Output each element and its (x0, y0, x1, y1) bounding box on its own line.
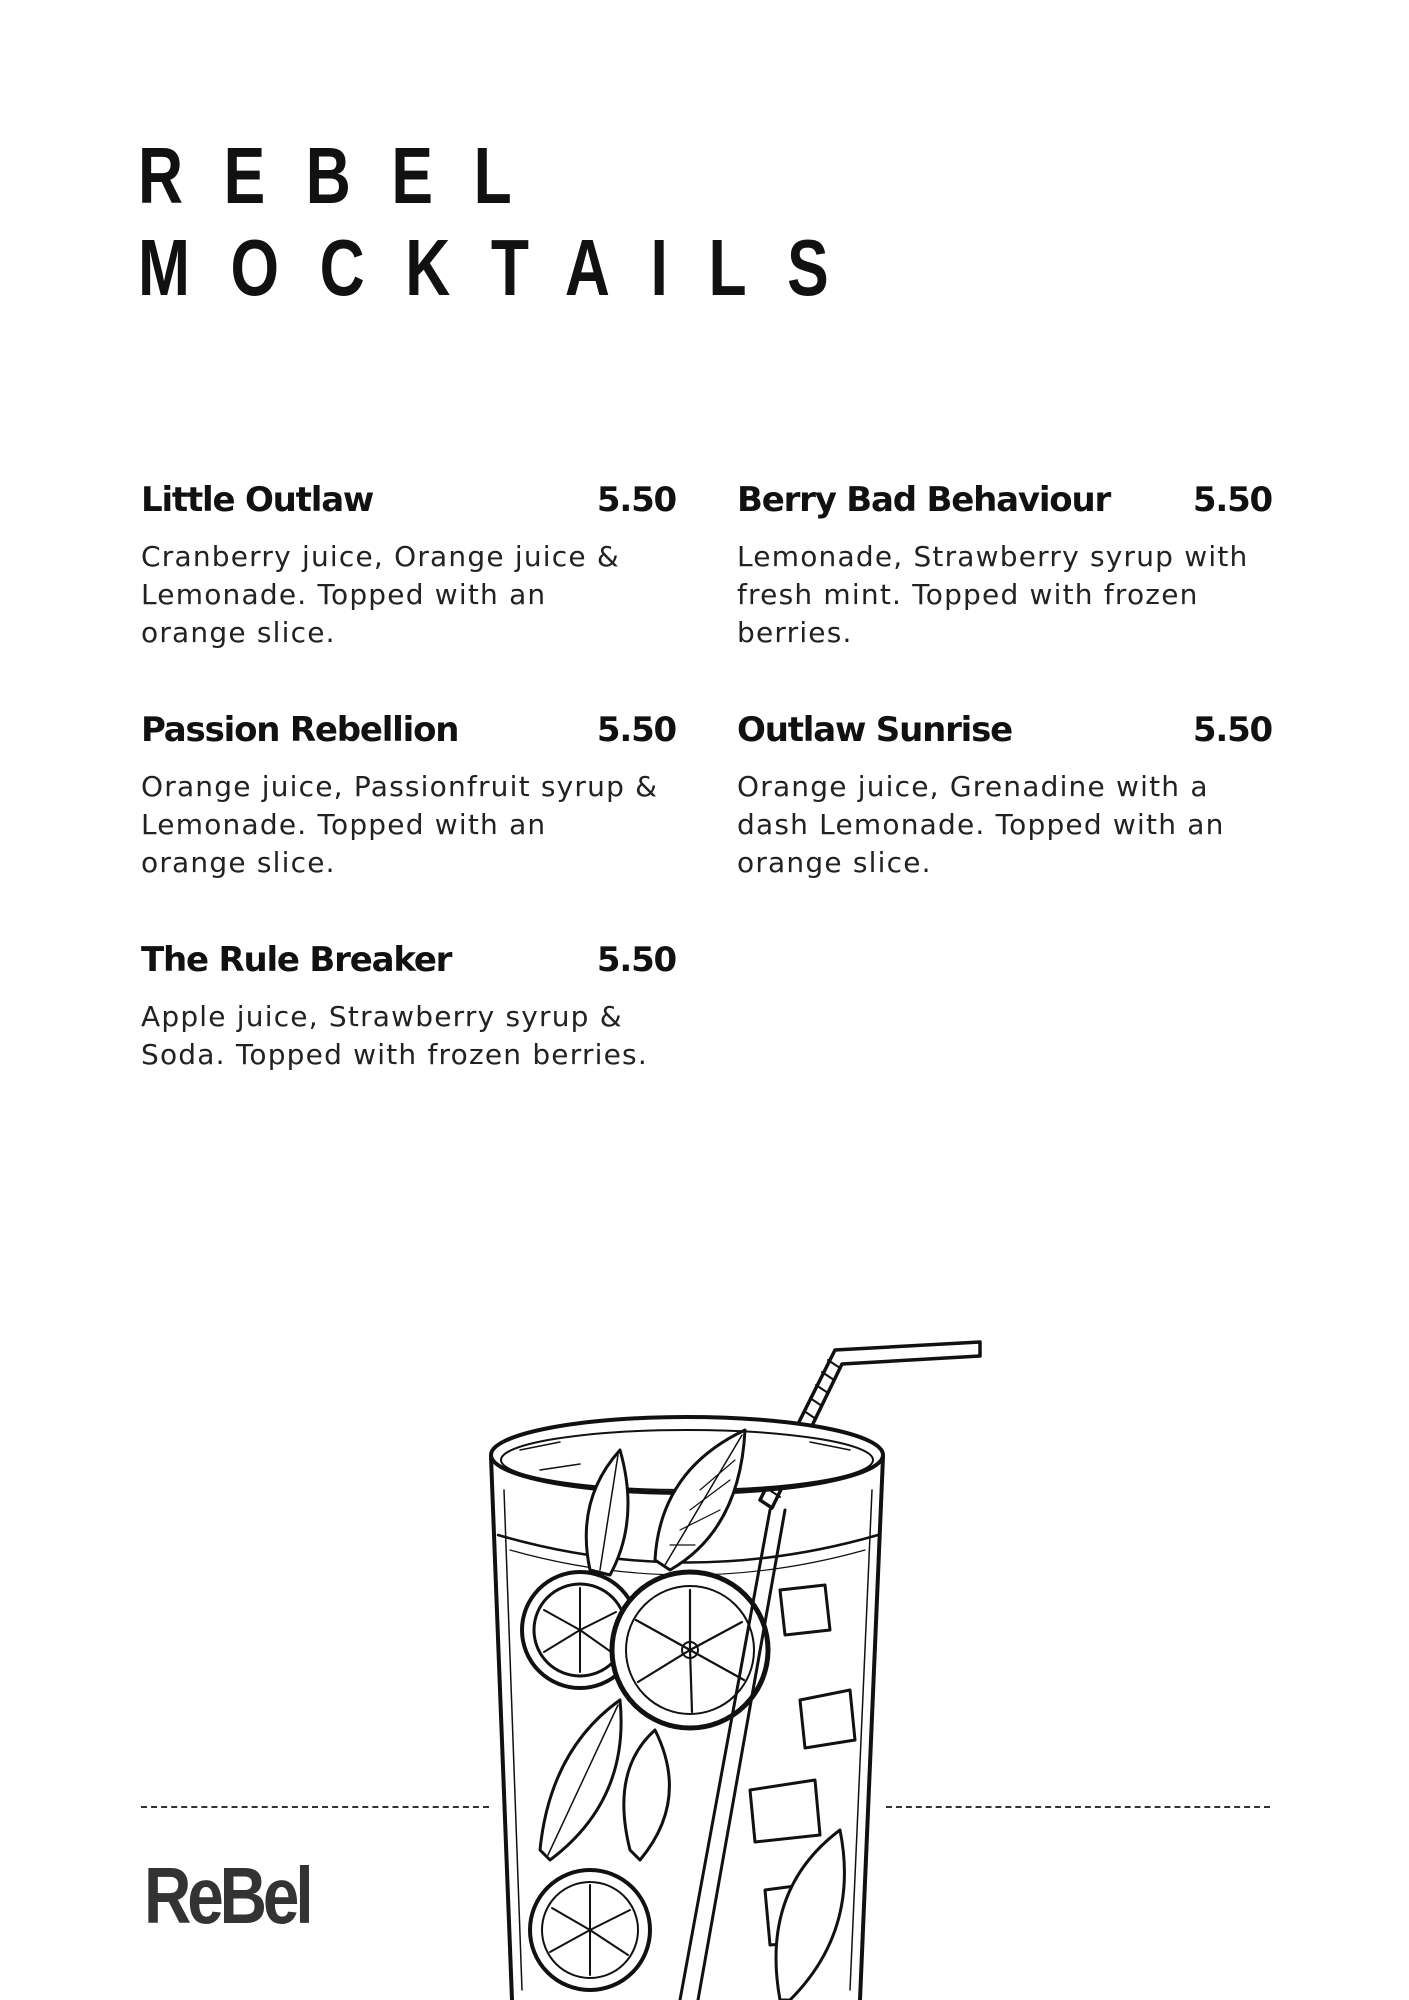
item-description: Orange juice, Grenadine with a dash Lemonade. Topped with an orange slice. (737, 770, 1225, 879)
menu-item (737, 480, 1272, 652)
title-line-2: MOCKTAILS (138, 223, 870, 312)
item-description: Cranberry juice, Orange juice & Lemonade. Topped with an orange slice. (141, 540, 620, 649)
left-divider (141, 1806, 489, 1808)
brand-logo: ReBel (144, 1851, 310, 1940)
item-price: 5.50 (596, 480, 676, 520)
menu-item (141, 480, 676, 652)
item-description: Orange juice, Passionfruit syrup & Lemonade. Topped with an orange slice. (141, 770, 659, 879)
title-line-1: REBEL (138, 131, 553, 220)
item-price: 5.50 (596, 710, 676, 750)
item-description: Lemonade, Strawberry syrup with fresh mint. Topped with frozen berries. (737, 540, 1249, 649)
item-name: The Rule Breaker (141, 940, 452, 980)
item-name: Passion Rebellion (141, 710, 459, 750)
item-name: Outlaw Sunrise (737, 710, 1013, 750)
item-description: Apple juice, Strawberry syrup & Soda. Topped with frozen berries. (141, 1000, 648, 1071)
menu-item (141, 940, 676, 1074)
item-name: Berry Bad Behaviour (737, 480, 1111, 520)
item-name: Little Outlaw (141, 480, 374, 520)
item-price: 5.50 (1192, 480, 1272, 520)
menu-item (737, 710, 1272, 882)
item-price: 5.50 (1192, 710, 1272, 750)
mocktail-glass-icon (480, 1330, 1000, 2000)
menu-title (138, 130, 869, 314)
menu-item (141, 710, 676, 882)
item-price: 5.50 (596, 940, 676, 980)
